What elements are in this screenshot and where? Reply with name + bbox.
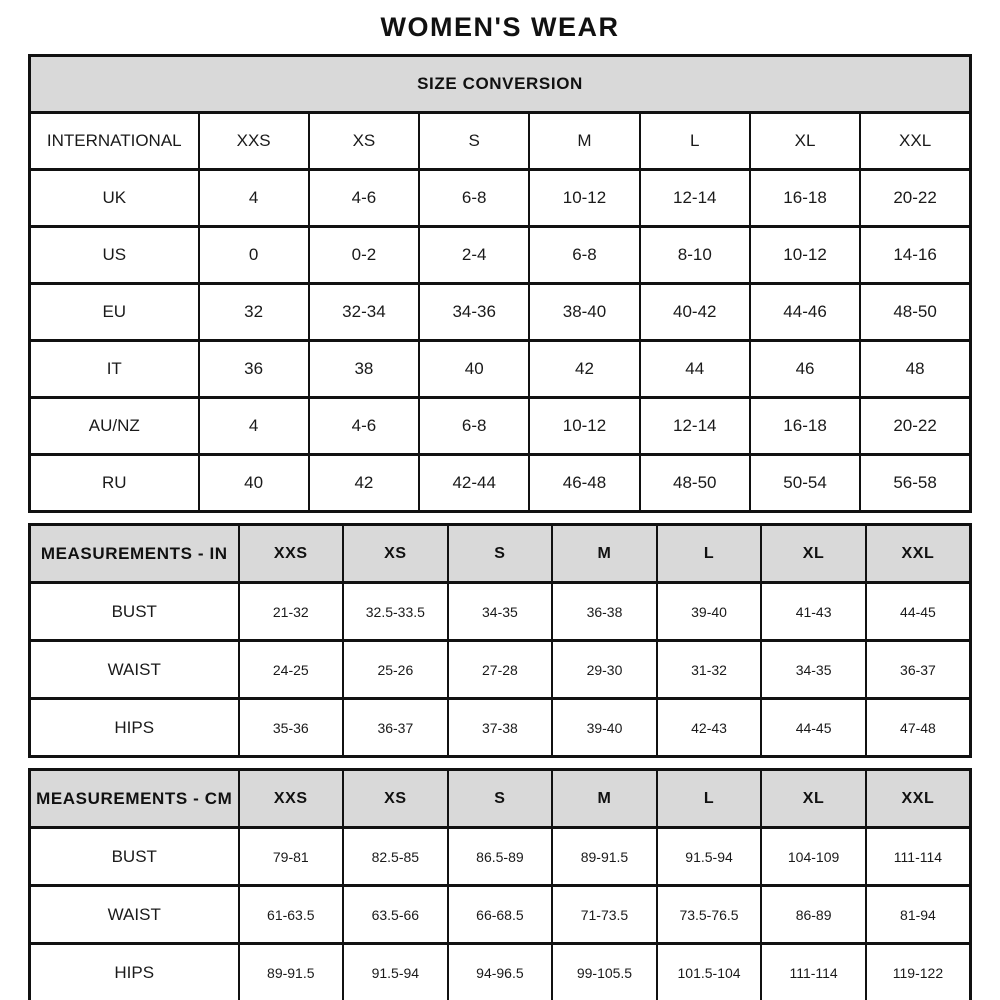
value-cell: 24-25 — [239, 641, 344, 699]
table-row — [30, 398, 971, 455]
value-cell: 32-34 — [309, 284, 419, 341]
value-cell: 39-40 — [552, 699, 657, 757]
value-cell: 34-36 — [419, 284, 529, 341]
table-row — [30, 699, 971, 757]
size-header-cell: L — [657, 525, 762, 583]
value-cell: 40-42 — [640, 284, 750, 341]
value-cell: 73.5-76.5 — [657, 886, 762, 944]
table-row — [30, 455, 971, 512]
value-cell: 89-91.5 — [552, 828, 657, 886]
value-cell: 91.5-94 — [343, 944, 448, 1000]
value-cell: 36-38 — [552, 583, 657, 641]
value-cell: 36-37 — [343, 699, 448, 757]
measurements-cm-header-row — [30, 770, 971, 828]
row-label: WAIST — [30, 641, 239, 699]
row-label: BUST — [30, 583, 239, 641]
value-cell: 4 — [199, 170, 309, 227]
value-cell: 111-114 — [761, 944, 866, 1000]
value-cell: 48 — [860, 341, 970, 398]
value-cell: 20-22 — [860, 170, 970, 227]
size-conversion-table — [28, 54, 972, 513]
table-row — [30, 886, 971, 944]
size-header-cell: XXS — [199, 113, 309, 170]
measurements-in-title: MEASUREMENTS - IN — [30, 525, 239, 583]
value-cell: 44-45 — [866, 583, 971, 641]
size-header-cell: XS — [309, 113, 419, 170]
value-cell: 36-37 — [866, 641, 971, 699]
value-cell: 42 — [529, 341, 639, 398]
value-cell: 2-4 — [419, 227, 529, 284]
size-header-cell: XXL — [866, 525, 971, 583]
table-row — [30, 227, 971, 284]
size-header-cell: S — [448, 770, 553, 828]
measurements-in-header-row — [30, 525, 971, 583]
value-cell: 47-48 — [866, 699, 971, 757]
size-header-cell: XS — [343, 525, 448, 583]
value-cell: 56-58 — [860, 455, 970, 512]
value-cell: 42 — [309, 455, 419, 512]
row-label: HIPS — [30, 699, 239, 757]
value-cell: 16-18 — [750, 170, 860, 227]
value-cell: 31-32 — [657, 641, 762, 699]
size-header-cell: XL — [750, 113, 860, 170]
size-header-cell: XS — [343, 770, 448, 828]
size-conversion-header-row — [30, 113, 971, 170]
size-header-cell: XL — [761, 525, 866, 583]
value-cell: 12-14 — [640, 170, 750, 227]
value-cell: 48-50 — [640, 455, 750, 512]
size-header-cell: S — [448, 525, 553, 583]
row-label: WAIST — [30, 886, 239, 944]
value-cell: 86.5-89 — [448, 828, 553, 886]
value-cell: 81-94 — [866, 886, 971, 944]
value-cell: 4-6 — [309, 398, 419, 455]
value-cell: 10-12 — [529, 398, 639, 455]
row-label: UK — [30, 170, 199, 227]
value-cell: 63.5-66 — [343, 886, 448, 944]
measurements-cm-table — [28, 768, 972, 1000]
value-cell: 36 — [199, 341, 309, 398]
value-cell: 41-43 — [761, 583, 866, 641]
measurements-in-table — [28, 523, 972, 758]
value-cell: 37-38 — [448, 699, 553, 757]
value-cell: 50-54 — [750, 455, 860, 512]
size-header-cell: XL — [761, 770, 866, 828]
value-cell: 119-122 — [866, 944, 971, 1000]
row-label: US — [30, 227, 199, 284]
value-cell: 32.5-33.5 — [343, 583, 448, 641]
value-cell: 4-6 — [309, 170, 419, 227]
table-row — [30, 583, 971, 641]
size-header-cell: XXS — [239, 770, 344, 828]
value-cell: 48-50 — [860, 284, 970, 341]
value-cell: 16-18 — [750, 398, 860, 455]
row-label: AU/NZ — [30, 398, 199, 455]
table-row — [30, 944, 971, 1000]
size-header-cell: XXL — [866, 770, 971, 828]
value-cell: 10-12 — [750, 227, 860, 284]
value-cell: 29-30 — [552, 641, 657, 699]
value-cell: 6-8 — [529, 227, 639, 284]
value-cell: 42-43 — [657, 699, 762, 757]
value-cell: 99-105.5 — [552, 944, 657, 1000]
value-cell: 27-28 — [448, 641, 553, 699]
value-cell: 10-12 — [529, 170, 639, 227]
measurements-cm-title: MEASUREMENTS - CM — [30, 770, 239, 828]
value-cell: 111-114 — [866, 828, 971, 886]
value-cell: 32 — [199, 284, 309, 341]
value-cell: 20-22 — [860, 398, 970, 455]
size-conversion-title: SIZE CONVERSION — [30, 56, 971, 113]
value-cell: 61-63.5 — [239, 886, 344, 944]
value-cell: 71-73.5 — [552, 886, 657, 944]
value-cell: 14-16 — [860, 227, 970, 284]
value-cell: 35-36 — [239, 699, 344, 757]
value-cell: 46 — [750, 341, 860, 398]
value-cell: 40 — [419, 341, 529, 398]
page-title: WOMEN'S WEAR — [380, 12, 620, 42]
value-cell: 79-81 — [239, 828, 344, 886]
size-conversion-band-row — [30, 56, 971, 113]
row-label: HIPS — [30, 944, 239, 1000]
value-cell: 0-2 — [309, 227, 419, 284]
value-cell: 38 — [309, 341, 419, 398]
size-header-cell: XXL — [860, 113, 970, 170]
value-cell: 86-89 — [761, 886, 866, 944]
value-cell: 42-44 — [419, 455, 529, 512]
value-cell: 4 — [199, 398, 309, 455]
row-label: EU — [30, 284, 199, 341]
value-cell: 44-46 — [750, 284, 860, 341]
row-label: RU — [30, 455, 199, 512]
size-header-cell: M — [552, 770, 657, 828]
value-cell: 39-40 — [657, 583, 762, 641]
size-header-cell: M — [552, 525, 657, 583]
value-cell: 82.5-85 — [343, 828, 448, 886]
size-header-cell: L — [640, 113, 750, 170]
value-cell: 66-68.5 — [448, 886, 553, 944]
value-cell: 44-45 — [761, 699, 866, 757]
row-label: BUST — [30, 828, 239, 886]
value-cell: 34-35 — [448, 583, 553, 641]
value-cell: 44 — [640, 341, 750, 398]
value-cell: 101.5-104 — [657, 944, 762, 1000]
value-cell: 40 — [199, 455, 309, 512]
value-cell: 6-8 — [419, 398, 529, 455]
size-header-cell: L — [657, 770, 762, 828]
value-cell: 12-14 — [640, 398, 750, 455]
value-cell: 46-48 — [529, 455, 639, 512]
value-cell: 0 — [199, 227, 309, 284]
value-cell: 38-40 — [529, 284, 639, 341]
value-cell: 94-96.5 — [448, 944, 553, 1000]
table-row — [30, 641, 971, 699]
value-cell: 6-8 — [419, 170, 529, 227]
value-cell: 21-32 — [239, 583, 344, 641]
value-cell: 89-91.5 — [239, 944, 344, 1000]
value-cell: 25-26 — [343, 641, 448, 699]
size-header-cell: INTERNATIONAL — [30, 113, 199, 170]
table-row — [30, 170, 971, 227]
size-header-cell: S — [419, 113, 529, 170]
row-label: IT — [30, 341, 199, 398]
size-header-cell: M — [529, 113, 639, 170]
table-row — [30, 284, 971, 341]
value-cell: 104-109 — [761, 828, 866, 886]
size-header-cell: XXS — [239, 525, 344, 583]
value-cell: 8-10 — [640, 227, 750, 284]
table-row — [30, 828, 971, 886]
value-cell: 91.5-94 — [657, 828, 762, 886]
table-row — [30, 341, 971, 398]
value-cell: 34-35 — [761, 641, 866, 699]
